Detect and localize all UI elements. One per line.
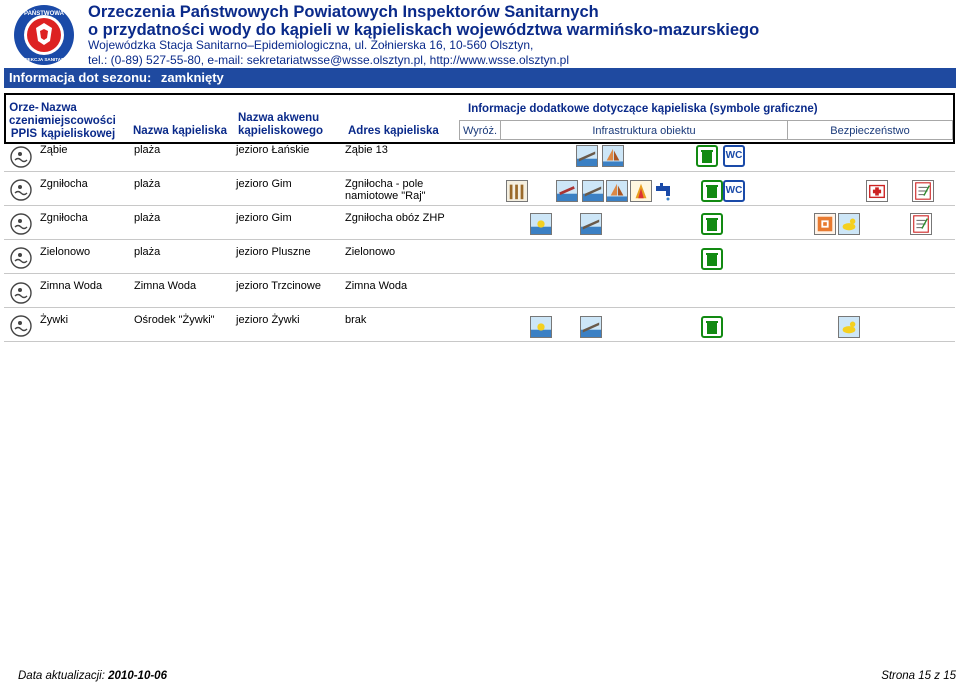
cell-miejscowosc: Zgniłocha: [40, 178, 88, 190]
header-title-line1: Orzeczenia Państwowych Powiatowych Inspektorów Sanitarnych: [88, 3, 599, 21]
pier-icon: [582, 180, 604, 202]
psse-logo: [10, 3, 78, 67]
sailing-icon: [602, 145, 624, 167]
pier-icon: [580, 213, 602, 235]
cell-adres: Zimna Woda: [345, 280, 408, 292]
cell-kapielisko: Ośrodek "Żywki": [134, 314, 215, 326]
cell-adres: Zgniłocha obóz ZHP: [345, 212, 445, 224]
cell-akwen: jezioro Żywki: [236, 314, 300, 326]
ppis-orzeczenie-icon[interactable]: [10, 247, 32, 269]
update-date: 2010-10-06: [108, 670, 167, 682]
ppis-orzeczenie-icon[interactable]: [10, 315, 32, 337]
wc-icon: WC: [723, 145, 745, 167]
cell-kapielisko: Zimna Woda: [134, 280, 197, 292]
season-label: Informacja dot sezonu:: [9, 70, 152, 85]
header-infrastruktura: Infrastruktura obiektu: [500, 120, 788, 140]
update-info: [18, 669, 167, 683]
rules-board-icon: [910, 213, 932, 235]
trash-bin-icon: [701, 248, 723, 270]
header-kapielisko: Nazwa kąpieliska: [133, 125, 227, 137]
tap-icon: [654, 180, 676, 202]
logo-top-text: PAŃSTWOWA: [24, 11, 64, 17]
cell-miejscowosc: Zimna Woda: [40, 280, 103, 292]
cell-kapielisko: plaża: [134, 212, 161, 224]
ppis-orzeczenie-icon[interactable]: [10, 146, 32, 168]
pier-icon: [576, 145, 598, 167]
first-aid-icon: [866, 180, 888, 202]
ppis-orzeczenie-icon[interactable]: [10, 213, 32, 235]
table-row: [4, 206, 955, 240]
header-contact: tel.: (0-89) 527-55-80, e-mail: sekretariatwsse@wsse.olsztyn.pl, http://www.wsse.olsztyn.pl: [88, 53, 570, 67]
trash-bin-icon: [701, 180, 723, 202]
trash-bin-icon: [701, 213, 723, 235]
header-address: Wojewódzka Stacja Sanitarno–Epidemiologiczna, ul. Żołnierska 16, 10-560 Olsztyn,: [88, 38, 534, 52]
header-akwen: Nazwa akwenu kąpieliskowego: [238, 112, 324, 137]
sailing-icon: [606, 180, 628, 202]
rules-board-icon: [912, 180, 934, 202]
table-row: [4, 308, 955, 342]
trash-bin-icon: [701, 316, 723, 338]
cell-miejscowosc: Zielonowo: [40, 246, 91, 258]
table-row: [4, 172, 955, 206]
ppis-orzeczenie-icon[interactable]: [10, 282, 32, 304]
wc-icon: WC: [723, 180, 745, 202]
beach-icon: [530, 316, 552, 338]
cell-miejscowosc: Żywki: [40, 314, 69, 326]
header-title-line2: o przydatności wody do kąpieli w kąpieliskach województwa warmińsko-mazurskiego: [88, 21, 760, 39]
lifeguard-icon: [556, 180, 578, 202]
cell-adres: Zielonowo: [345, 246, 396, 258]
header-info: Informacje dodatkowe dotyczące kąpieliska (symbole graficzne): [468, 103, 818, 115]
cell-kapielisko: plaża: [134, 178, 161, 190]
update-label: Data aktualizacji:: [18, 670, 105, 682]
cell-kapielisko: plaża: [134, 246, 161, 258]
trash-bin-icon: [696, 145, 718, 167]
table-row: [4, 138, 955, 172]
table-row: [4, 274, 955, 308]
kids-pool-icon: [838, 213, 860, 235]
cell-akwen: jezioro Gim: [236, 178, 292, 190]
header-wyroz: Wyróż.: [459, 120, 501, 140]
cell-adres: brak: [345, 314, 367, 326]
header-adres: Adres kąpieliska: [348, 125, 439, 137]
campfire-icon: [630, 180, 652, 202]
cell-adres: Zgniłocha - pole namiotowe "Raj": [345, 178, 426, 202]
table-row: [4, 240, 955, 274]
cell-akwen: jezioro Łańskie: [236, 144, 310, 156]
cell-akwen: jezioro Trzcinowe: [236, 280, 321, 292]
beach-icon: [530, 213, 552, 235]
cell-miejscowosc: Zgniłocha: [40, 212, 88, 224]
season-value: zamknięty: [160, 70, 224, 85]
season-bar: [4, 68, 956, 88]
cell-adres: Ząbie 13: [345, 144, 388, 156]
header-orzeczenie: Orze- czenie PPIS: [9, 102, 45, 140]
header-miejscowosc: Nazwa miejscowości kąpieliskowej: [41, 102, 116, 140]
header-bezpieczenstwo: Bezpieczeństwo: [787, 120, 953, 140]
kids-pool-icon: [838, 316, 860, 338]
pier-icon: [580, 316, 602, 338]
lifeguard-tower-icon: [814, 213, 836, 235]
cell-akwen: jezioro Gim: [236, 212, 292, 224]
cell-akwen: jezioro Pluszne: [236, 246, 311, 258]
cell-miejscowosc: Ząbie: [40, 144, 68, 156]
cell-kapielisko: plaża: [134, 144, 161, 156]
ppis-orzeczenie-icon[interactable]: [10, 179, 32, 201]
page-number: Strona 15 z 15: [881, 670, 956, 682]
fence-icon: [506, 180, 528, 202]
logo-bottom-text: INSPEKCJA SANITARNA: [16, 57, 72, 62]
